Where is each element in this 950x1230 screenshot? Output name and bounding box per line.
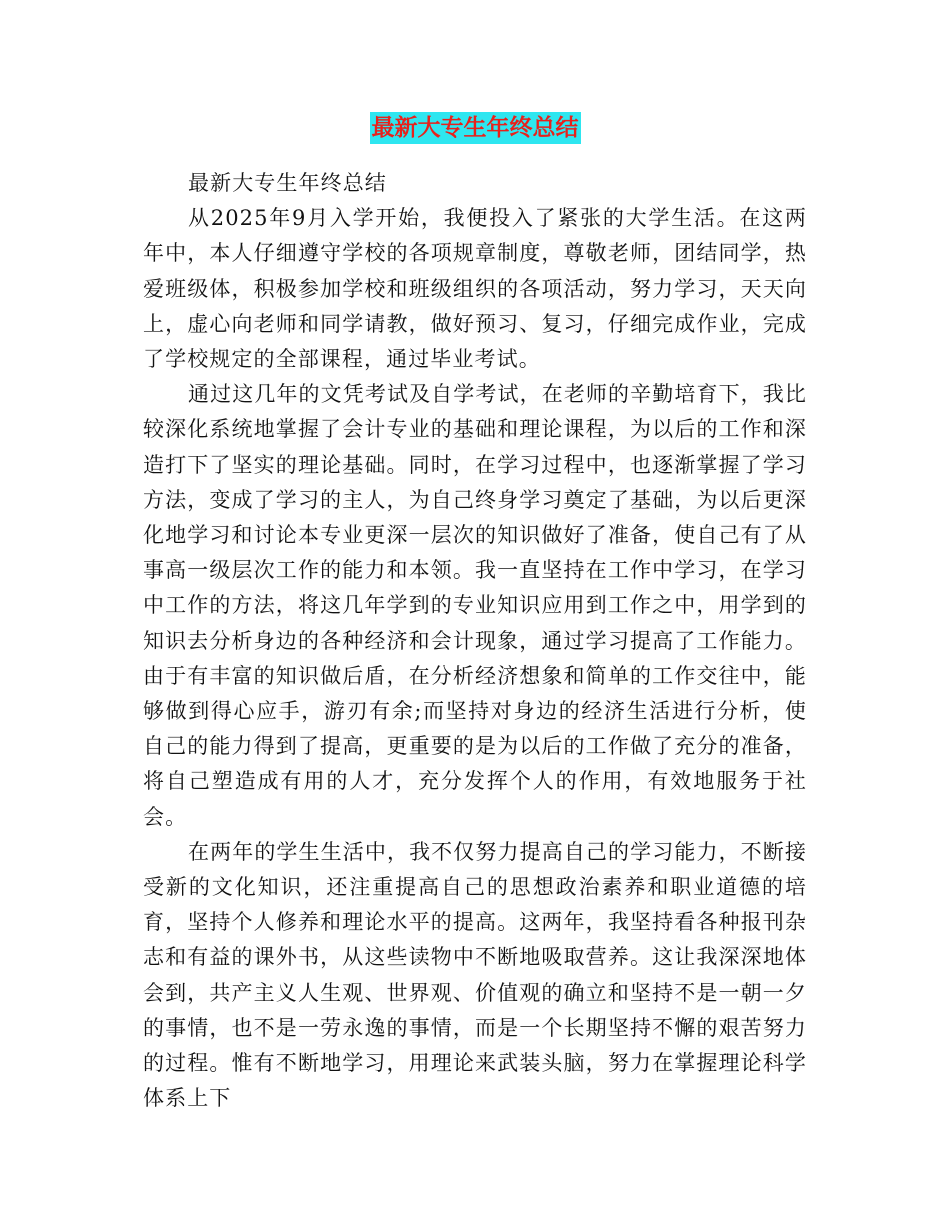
paragraph: 从2025年9月入学开始，我便投入了紧张的大学生活。在这两年中，本人仔细遵守学校的各项规章制度，尊敬老师，团结同学，热爱班级体，积极参加学校和班级组织的各项活动，努力学习，天天向上，虚心向老师和同学请教，做好预习、复习，仔细完成作业，完成了学校规定的全部课程，通过毕业考试。 — [143, 206, 807, 372]
document-body — [143, 166, 807, 1116]
document-title: 最新大专生年终总结 — [370, 112, 581, 144]
paragraph: 在两年的学生生活中，我不仅努力提高自己的学习能力，不断接受新的文化知识，还注重提高自己的思想政治素养和职业道德的培育，坚持个人修养和理论水平的提高。这两年，我坚持看各种报刊杂志和有益的课外书，从这些读物中不断地吸取营养。这让我深深地体会到，共产主义人生观、世界观、价值观的确立和坚持不是一朝一夕的事情，也不是一劳永逸的事情，而是一个长期坚持不懈的艰苦努力的过程。惟有不断地学习，用理论来武装头脑，努力在掌握理论科学体系上下 — [143, 839, 807, 1111]
paragraph: 通过这几年的文凭考试及自学考试，在老师的辛勤培育下，我比较深化系统地掌握了会计专业的基础和理论课程，为以后的工作和深造打下了坚实的理论基础。同时，在学习过程中，也逐渐掌握了学习方法，变成了学习的主人，为自己终身学习奠定了基础，为以后更深化地学习和讨论本专业更深一层次的知识做好了准备，使自己有了从事高一级层次工作的能力和本领。我一直坚持在工作中学习，在学习中工作的方法，将这几年学到的专业知识应用到工作之中，用学到的知识去分析身边的各种经济和会计现象，通过学习提高了工作能力。由于有丰富的知识做后盾，在分析经济想象和简单的工作交往中，能够做到得心应手，游刃有余;而坚持对身边的经济生活进行分析，使自己的能力得到了提高，更重要的是为以后的工作做了充分的准备，将自己塑造成有用的人才，充分发挥个人的作用，有效地服务于社会。 — [143, 382, 807, 829]
paragraph-heading: 最新大专生年终总结 — [188, 171, 387, 195]
title-container — [0, 112, 950, 144]
